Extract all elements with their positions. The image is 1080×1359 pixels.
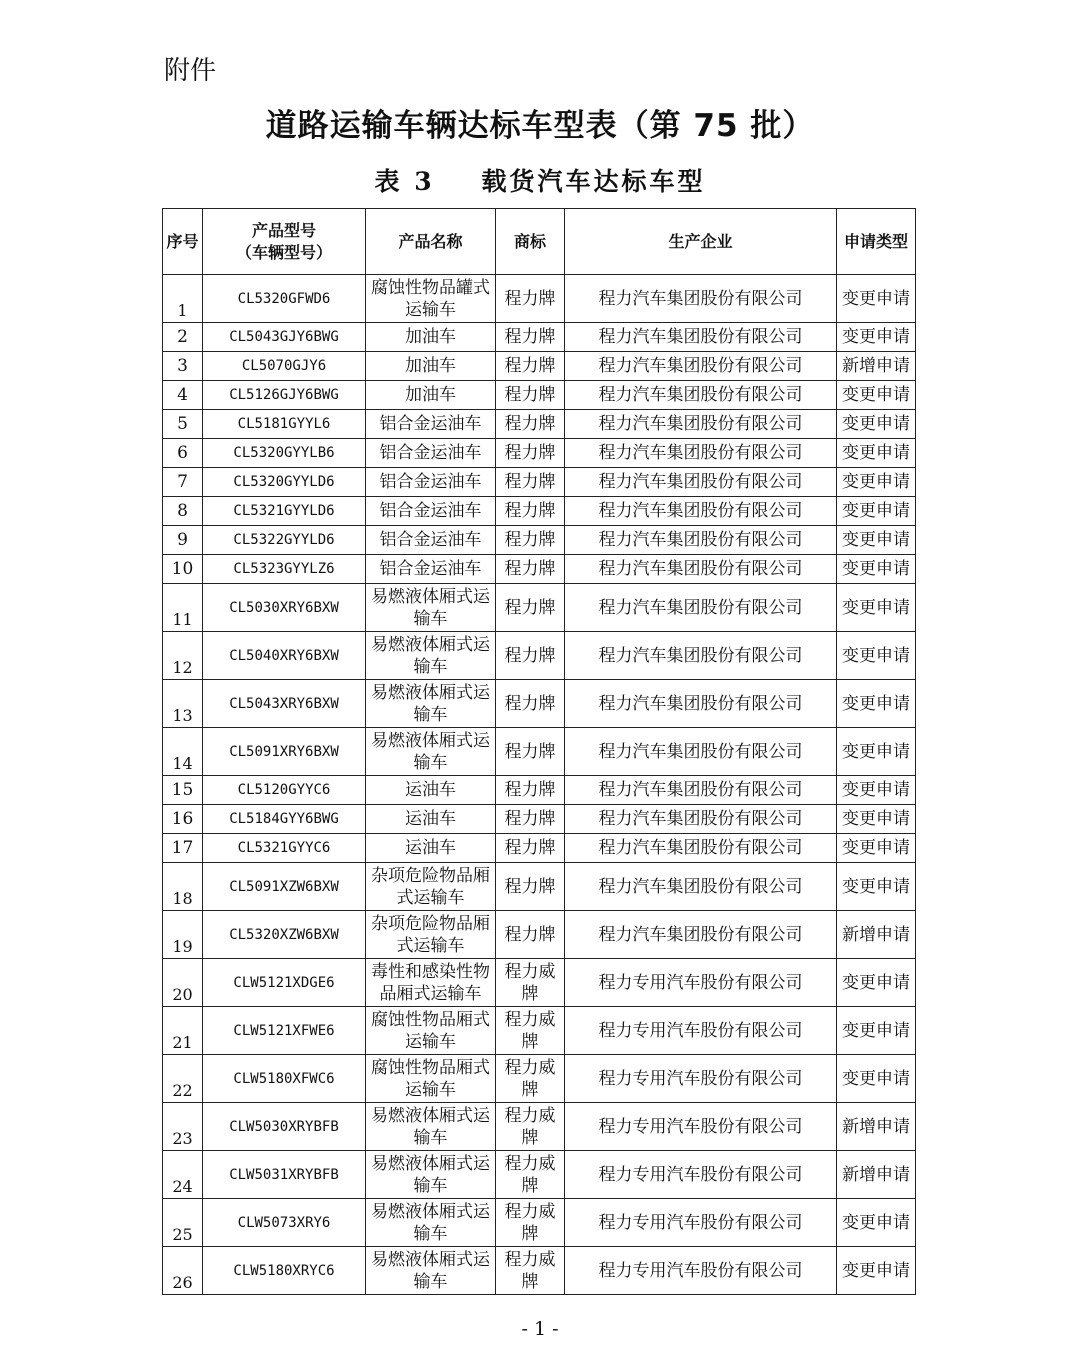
table-row [163, 410, 916, 439]
table-cell-model: CL5070GJY6 [203, 352, 366, 381]
table-cell-model: CL5323GYYLZ6 [203, 555, 366, 584]
table-cell-application-type: 新增申请 [837, 1151, 916, 1199]
table-title: 表 3 载货汽车达标车型 [374, 167, 706, 196]
table-cell-model: CLW5180XRYC6 [203, 1247, 366, 1295]
table-cell-application-type: 变更申请 [837, 381, 916, 410]
table-cell-brand: 程力牌 [496, 381, 565, 410]
table-cell-product-name: 易燃液体厢式运输车 [366, 632, 496, 680]
table-cell-manufacturer: 程力专用汽车股份有限公司 [565, 1199, 837, 1247]
table-row [163, 1151, 916, 1199]
table-cell-model: CL5181GYYL6 [203, 410, 366, 439]
table-cell-product-name: 铝合金运油车 [366, 468, 496, 497]
table-cell-seq: 13 [163, 680, 203, 728]
table-cell-model: CL5321GYYLD6 [203, 497, 366, 526]
table-row [163, 632, 916, 680]
table-cell-brand: 程力威牌 [496, 1247, 565, 1295]
table-cell-application-type: 变更申请 [837, 863, 916, 911]
table-cell-product-name: 铝合金运油车 [366, 526, 496, 555]
table-cell-product-name: 铝合金运油车 [366, 497, 496, 526]
table-cell-product-name: 易燃液体厢式运输车 [366, 680, 496, 728]
table-cell-product-name: 易燃液体厢式运输车 [366, 1103, 496, 1151]
table-cell-manufacturer: 程力汽车集团股份有限公司 [565, 439, 837, 468]
table-cell-manufacturer: 程力汽车集团股份有限公司 [565, 863, 837, 911]
attachment-label: 附件 [164, 56, 217, 86]
table-cell-application-type: 变更申请 [837, 1247, 916, 1295]
table-cell-model: CL5320GYYLB6 [203, 439, 366, 468]
page-number: - 1 - [521, 1318, 559, 1340]
table-cell-seq: 17 [163, 834, 203, 863]
table-cell-product-name: 易燃液体厢式运输车 [366, 1151, 496, 1199]
table-cell-manufacturer: 程力汽车集团股份有限公司 [565, 352, 837, 381]
table-cell-model: CLW5121XFWE6 [203, 1007, 366, 1055]
table-row [163, 439, 916, 468]
table-cell-manufacturer: 程力汽车集团股份有限公司 [565, 526, 837, 555]
table-cell-seq: 9 [163, 526, 203, 555]
table-cell-application-type: 变更申请 [837, 323, 916, 352]
table-cell-manufacturer: 程力汽车集团股份有限公司 [565, 584, 837, 632]
table-cell-product-name: 杂项危险物品厢式运输车 [366, 911, 496, 959]
table-cell-seq: 21 [163, 1007, 203, 1055]
table-cell-seq: 14 [163, 728, 203, 776]
table-cell-model: CL5091XZW6BXW [203, 863, 366, 911]
table-cell-manufacturer: 程力汽车集团股份有限公司 [565, 728, 837, 776]
table-row [163, 863, 916, 911]
table-cell-application-type: 变更申请 [837, 526, 916, 555]
table-cell-application-type: 变更申请 [837, 959, 916, 1007]
table-cell-manufacturer: 程力专用汽车股份有限公司 [565, 1007, 837, 1055]
table-cell-seq: 23 [163, 1103, 203, 1151]
table-cell-brand: 程力牌 [496, 680, 565, 728]
table-cell-product-name: 加油车 [366, 352, 496, 381]
table-header-row [163, 209, 916, 275]
table-cell-model: CLW5031XRYBFB [203, 1151, 366, 1199]
table-cell-product-name: 加油车 [366, 323, 496, 352]
table-cell-product-name: 运油车 [366, 834, 496, 863]
table-cell-seq: 4 [163, 381, 203, 410]
header-seq: 序号 [163, 209, 203, 275]
table-cell-product-name: 毒性和感染性物品厢式运输车 [366, 959, 496, 1007]
table-cell-model: CL5043XRY6BXW [203, 680, 366, 728]
table-cell-model: CLW5180XFWC6 [203, 1055, 366, 1103]
table-cell-model: CL5320GFWD6 [203, 275, 366, 323]
table-row [163, 468, 916, 497]
table-row [163, 275, 916, 323]
table-cell-manufacturer: 程力汽车集团股份有限公司 [565, 776, 837, 805]
table-cell-application-type: 变更申请 [837, 776, 916, 805]
table-cell-seq: 2 [163, 323, 203, 352]
table-cell-manufacturer: 程力汽车集团股份有限公司 [565, 468, 837, 497]
table-cell-product-name: 腐蚀性物品厢式运输车 [366, 1007, 496, 1055]
table-cell-manufacturer: 程力汽车集团股份有限公司 [565, 323, 837, 352]
table-cell-seq: 24 [163, 1151, 203, 1199]
table-cell-brand: 程力牌 [496, 468, 565, 497]
table-cell-application-type: 变更申请 [837, 680, 916, 728]
table-cell-product-name: 铝合金运油车 [366, 410, 496, 439]
table-cell-model: CL5320XZW6BXW [203, 911, 366, 959]
table-cell-seq: 26 [163, 1247, 203, 1295]
header-model: 产品型号 （车辆型号） [203, 209, 366, 275]
table-cell-product-name: 易燃液体厢式运输车 [366, 1199, 496, 1247]
table-cell-manufacturer: 程力汽车集团股份有限公司 [565, 275, 837, 323]
table-cell-application-type: 变更申请 [837, 632, 916, 680]
table-row [163, 959, 916, 1007]
table-cell-product-name: 铝合金运油车 [366, 439, 496, 468]
table-cell-model: CLW5121XDGE6 [203, 959, 366, 1007]
table-cell-product-name: 杂项危险物品厢式运输车 [366, 863, 496, 911]
table-row [163, 526, 916, 555]
table-cell-brand: 程力牌 [496, 834, 565, 863]
table-cell-manufacturer: 程力汽车集团股份有限公司 [565, 680, 837, 728]
table-cell-manufacturer: 程力汽车集团股份有限公司 [565, 497, 837, 526]
table-cell-seq: 25 [163, 1199, 203, 1247]
table-cell-manufacturer: 程力专用汽车股份有限公司 [565, 1103, 837, 1151]
table-row [163, 680, 916, 728]
table-cell-seq: 3 [163, 352, 203, 381]
table-cell-seq: 6 [163, 439, 203, 468]
vehicle-model-table [162, 208, 916, 1295]
table-cell-application-type: 变更申请 [837, 497, 916, 526]
table-row [163, 497, 916, 526]
table-row [163, 352, 916, 381]
table-cell-manufacturer: 程力汽车集团股份有限公司 [565, 632, 837, 680]
table-cell-brand: 程力牌 [496, 776, 565, 805]
table-cell-model: CL5030XRY6BXW [203, 584, 366, 632]
table-cell-brand: 程力牌 [496, 275, 565, 323]
table-cell-model: CL5184GYY6BWG [203, 805, 366, 834]
table-cell-application-type: 变更申请 [837, 1199, 916, 1247]
table-cell-manufacturer: 程力汽车集团股份有限公司 [565, 410, 837, 439]
table-cell-seq: 8 [163, 497, 203, 526]
table-cell-seq: 19 [163, 911, 203, 959]
table-cell-brand: 程力牌 [496, 584, 565, 632]
table-cell-brand: 程力威牌 [496, 1103, 565, 1151]
table-cell-brand: 程力牌 [496, 805, 565, 834]
table-cell-brand: 程力牌 [496, 497, 565, 526]
table-cell-product-name: 易燃液体厢式运输车 [366, 1247, 496, 1295]
table-cell-manufacturer: 程力汽车集团股份有限公司 [565, 555, 837, 584]
table-cell-manufacturer: 程力专用汽车股份有限公司 [565, 1247, 837, 1295]
table-cell-seq: 11 [163, 584, 203, 632]
table-cell-seq: 10 [163, 555, 203, 584]
table-cell-seq: 12 [163, 632, 203, 680]
table-cell-model: CL5120GYYC6 [203, 776, 366, 805]
table-cell-application-type: 变更申请 [837, 439, 916, 468]
table-cell-seq: 20 [163, 959, 203, 1007]
table-cell-model: CLW5030XRYBFB [203, 1103, 366, 1151]
table-cell-model: CL5321GYYC6 [203, 834, 366, 863]
table-cell-brand: 程力牌 [496, 728, 565, 776]
table-row [163, 776, 916, 805]
header-manufacturer: 生产企业 [565, 209, 837, 275]
table-cell-manufacturer: 程力专用汽车股份有限公司 [565, 1151, 837, 1199]
table-cell-application-type: 变更申请 [837, 1055, 916, 1103]
table-cell-seq: 22 [163, 1055, 203, 1103]
table-row [163, 805, 916, 834]
table-cell-model: CL5040XRY6BXW [203, 632, 366, 680]
table-cell-brand: 程力牌 [496, 555, 565, 584]
table-cell-brand: 程力牌 [496, 911, 565, 959]
table-cell-brand: 程力威牌 [496, 1055, 565, 1103]
table-cell-manufacturer: 程力汽车集团股份有限公司 [565, 911, 837, 959]
table-cell-brand: 程力威牌 [496, 1007, 565, 1055]
header-product-name: 产品名称 [366, 209, 496, 275]
table-row [163, 1199, 916, 1247]
table-cell-seq: 5 [163, 410, 203, 439]
table-cell-application-type: 新增申请 [837, 911, 916, 959]
table-row [163, 1007, 916, 1055]
table-cell-manufacturer: 程力汽车集团股份有限公司 [565, 834, 837, 863]
table-cell-brand: 程力牌 [496, 323, 565, 352]
table-cell-model: CL5320GYYLD6 [203, 468, 366, 497]
table-cell-manufacturer: 程力汽车集团股份有限公司 [565, 805, 837, 834]
table-body [163, 275, 916, 1295]
table-cell-model: CL5043GJY6BWG [203, 323, 366, 352]
table-cell-application-type: 变更申请 [837, 410, 916, 439]
table-cell-application-type: 变更申请 [837, 468, 916, 497]
table-row [163, 555, 916, 584]
table-cell-seq: 7 [163, 468, 203, 497]
table-cell-product-name: 腐蚀性物品厢式运输车 [366, 1055, 496, 1103]
table-cell-seq: 1 [163, 275, 203, 323]
table-row [163, 584, 916, 632]
table-row [163, 1247, 916, 1295]
table-cell-product-name: 运油车 [366, 776, 496, 805]
table-row [163, 323, 916, 352]
header-application-type: 申请类型 [837, 209, 916, 275]
table-row [163, 834, 916, 863]
table-cell-application-type: 变更申请 [837, 275, 916, 323]
table-cell-brand: 程力威牌 [496, 1199, 565, 1247]
table-cell-brand: 程力牌 [496, 632, 565, 680]
table-cell-manufacturer: 程力专用汽车股份有限公司 [565, 1055, 837, 1103]
table-cell-brand: 程力牌 [496, 352, 565, 381]
table-cell-application-type: 变更申请 [837, 728, 916, 776]
table-cell-product-name: 运油车 [366, 805, 496, 834]
table-cell-product-name: 易燃液体厢式运输车 [366, 584, 496, 632]
table-cell-brand: 程力牌 [496, 526, 565, 555]
table-cell-model: CL5126GJY6BWG [203, 381, 366, 410]
header-brand: 商标 [496, 209, 565, 275]
table-cell-model: CL5091XRY6BXW [203, 728, 366, 776]
table-cell-model: CL5322GYYLD6 [203, 526, 366, 555]
table-cell-application-type: 变更申请 [837, 555, 916, 584]
table-cell-brand: 程力牌 [496, 439, 565, 468]
table-row [163, 1103, 916, 1151]
table-cell-model: CLW5073XRY6 [203, 1199, 366, 1247]
table-row [163, 1055, 916, 1103]
table-cell-application-type: 变更申请 [837, 834, 916, 863]
table-row [163, 911, 916, 959]
document-title: 道路运输车辆达标车型表（第 75 批） [265, 108, 815, 144]
table-cell-seq: 15 [163, 776, 203, 805]
table-cell-product-name: 铝合金运油车 [366, 555, 496, 584]
table-row [163, 728, 916, 776]
table-cell-application-type: 变更申请 [837, 1007, 916, 1055]
table-cell-application-type: 新增申请 [837, 1103, 916, 1151]
table-cell-application-type: 变更申请 [837, 805, 916, 834]
table-cell-brand: 程力威牌 [496, 1151, 565, 1199]
table-cell-application-type: 变更申请 [837, 584, 916, 632]
table-cell-manufacturer: 程力专用汽车股份有限公司 [565, 959, 837, 1007]
table-cell-product-name: 加油车 [366, 381, 496, 410]
table-cell-brand: 程力威牌 [496, 959, 565, 1007]
table-cell-brand: 程力牌 [496, 410, 565, 439]
table-cell-manufacturer: 程力汽车集团股份有限公司 [565, 381, 837, 410]
table-cell-product-name: 腐蚀性物品罐式运输车 [366, 275, 496, 323]
table-cell-seq: 16 [163, 805, 203, 834]
table-cell-application-type: 新增申请 [837, 352, 916, 381]
table-cell-seq: 18 [163, 863, 203, 911]
table-cell-product-name: 易燃液体厢式运输车 [366, 728, 496, 776]
table-row [163, 381, 916, 410]
table-cell-brand: 程力牌 [496, 863, 565, 911]
